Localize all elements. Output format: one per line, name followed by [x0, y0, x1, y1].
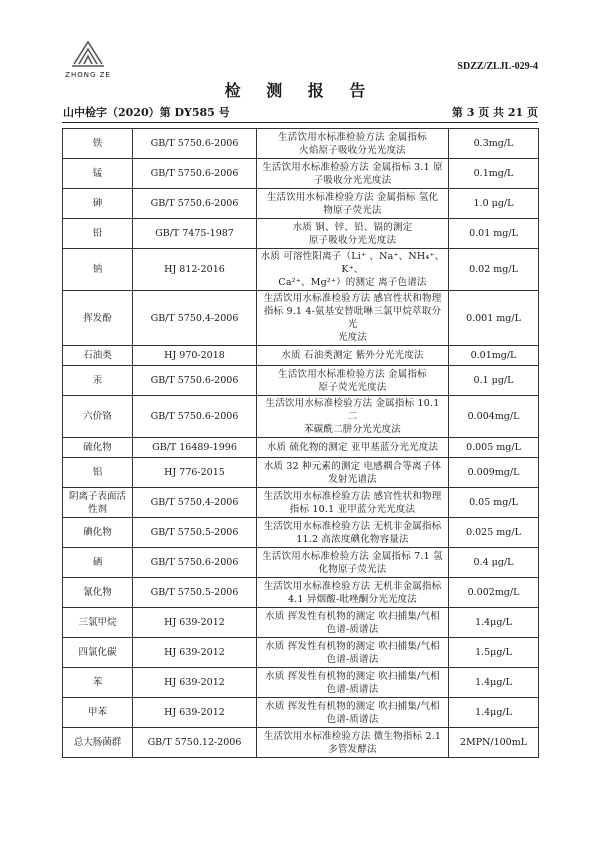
table-row	[63, 488, 539, 518]
standard-cell: GB/T 5750.6-2006	[133, 396, 257, 438]
table-row	[63, 728, 539, 758]
method-line: 水质 挥发性有机物的测定 吹扫捕集/气相	[265, 700, 440, 712]
test-item-cell: 四氯化碳	[63, 638, 133, 668]
standard-cell: GB/T 5750.12-2006	[133, 728, 257, 758]
method-cell	[257, 189, 449, 219]
method-line: 生活饮用水标准检验方法 金属指标 10.1 二	[265, 398, 440, 422]
method-cell	[257, 668, 449, 698]
method-line: 生活饮用水标准检验方法 金属指标 氢化	[266, 191, 439, 203]
test-item-cell: 汞	[63, 366, 133, 396]
method-cell	[257, 438, 449, 458]
detection-limit-cell: 0.025 mg/L	[449, 518, 539, 548]
method-line: 水质 挥发性有机物的测定 吹扫捕集/气相	[265, 670, 440, 682]
detection-limit-cell: 1.0 μg/L	[449, 189, 539, 219]
method-line: Ca²⁺、Mg²⁺）的测定 离子色谱法	[278, 277, 427, 288]
test-item-cell: 石油类	[63, 346, 133, 366]
method-cell	[257, 366, 449, 396]
document-code: SDZZ/ZLJL-029-4	[457, 61, 538, 72]
standard-cell: GB/T 7475-1987	[133, 219, 257, 249]
test-item-cell: 铅	[63, 219, 133, 249]
method-line: 化物原子荧光法	[318, 563, 387, 575]
report-number: 山中检字（2020）第 DY585 号	[63, 106, 230, 119]
method-cell	[257, 608, 449, 638]
table-row	[63, 291, 539, 346]
test-item-cell: 甲苯	[63, 698, 133, 728]
detection-limit-cell: 0.01 mg/L	[449, 219, 539, 249]
detection-limit-cell: 1.4μg/L	[449, 608, 539, 638]
detection-limit-cell: 0.3mg/L	[449, 129, 539, 159]
method-line: 色谱-质谱法	[326, 683, 379, 695]
detection-limit-cell: 0.001 mg/L	[449, 291, 539, 346]
method-cell	[257, 249, 449, 291]
method-line: 多管发酵法	[328, 743, 377, 755]
detection-limit-cell: 2MPN/100mL	[449, 728, 539, 758]
standard-cell: GB/T 5750.6-2006	[133, 159, 257, 189]
table-row	[63, 249, 539, 291]
method-line: 色谱-质谱法	[326, 623, 379, 635]
standard-cell: HJ 970-2018	[133, 346, 257, 366]
method-line: 生活饮用水标准检验方法 金属指标 7.1 氢	[262, 550, 443, 562]
table-row	[63, 396, 539, 438]
test-item-cell: 三氯甲烷	[63, 608, 133, 638]
method-line: 发射光谱法	[328, 473, 377, 485]
detection-limit-cell: 0.009mg/L	[449, 458, 539, 488]
test-item-cell: 氰化物	[63, 578, 133, 608]
standard-cell: GB/T 5750.6-2006	[133, 548, 257, 578]
method-line: 指标 9.1 4-氨基安替吡啉三氯甲烷萃取分光	[263, 306, 442, 330]
detection-limit-cell: 0.002mg/L	[449, 578, 539, 608]
detection-limit-cell: 1.4μg/L	[449, 698, 539, 728]
table-row	[63, 518, 539, 548]
company-logo-icon	[68, 36, 108, 70]
method-cell	[257, 458, 449, 488]
table-row	[63, 698, 539, 728]
method-line: 生活饮用水标准检验方法 感官性状和物理	[263, 490, 442, 502]
standard-cell: GB/T 5750.6-2006	[133, 189, 257, 219]
method-line: 水质 铜、锌、铅、镉的测定	[292, 221, 413, 233]
standard-cell: HJ 812-2016	[133, 249, 257, 291]
method-cell	[257, 578, 449, 608]
method-line: 生活饮用水标准检验方法 感官性状和物理	[263, 293, 442, 304]
method-line: 物原子荧光法	[323, 204, 382, 216]
table-row	[63, 548, 539, 578]
method-cell	[257, 638, 449, 668]
results-table-body	[63, 129, 539, 758]
standard-cell: HJ 639-2012	[133, 638, 257, 668]
standard-cell: HJ 639-2012	[133, 608, 257, 638]
test-item-cell: 挥发酚	[63, 291, 133, 346]
test-item-cell: 硫化物	[63, 438, 133, 458]
method-cell	[257, 219, 449, 249]
method-cell	[257, 291, 449, 346]
test-item-cell: 砷	[63, 189, 133, 219]
detection-limit-cell: 1.5μg/L	[449, 638, 539, 668]
standard-cell: HJ 776-2015	[133, 458, 257, 488]
method-line: 水质 挥发性有机物的测定 吹扫捕集/气相	[265, 640, 440, 652]
logo-text: ZHONG ZE	[65, 71, 111, 79]
table-row	[63, 159, 539, 189]
detection-limit-cell: 0.02 mg/L	[449, 249, 539, 291]
test-item-cell: 锰	[63, 159, 133, 189]
method-line: 水质 可溶性阳离子（Li⁺ 、Na⁺、NH₄⁺、K⁺、	[260, 251, 445, 275]
test-item-cell: 铁	[63, 129, 133, 159]
detection-limit-cell: 0.4 μg/L	[449, 548, 539, 578]
standard-cell: GB/T 16489-1996	[133, 438, 257, 458]
table-row	[63, 366, 539, 396]
method-line: 光度法	[337, 332, 368, 343]
page-title: 检 测 报 告	[224, 81, 376, 100]
method-cell	[257, 728, 449, 758]
method-cell	[257, 129, 449, 159]
method-line: 水质 硫化物的测定 亚甲基蓝分光光度法	[266, 442, 439, 453]
detection-limit-cell: 0.05 mg/L	[449, 488, 539, 518]
method-line: 水质 挥发性有机物的测定 吹扫捕集/气相	[265, 610, 440, 622]
standard-cell: HJ 639-2012	[133, 668, 257, 698]
header-divider	[62, 122, 538, 123]
standard-cell: HJ 639-2012	[133, 698, 257, 728]
standard-cell: GB/T 5750.4-2006	[133, 291, 257, 346]
method-line: 火焰原子吸收分光光度法	[299, 144, 406, 156]
table-row	[63, 578, 539, 608]
standard-cell: GB/T 5750.4-2006	[133, 488, 257, 518]
detection-limit-cell: 0.01mg/L	[449, 346, 539, 366]
page-info: 第 3 页 共 21 页	[451, 106, 538, 119]
detection-limit-cell: 0.1mg/L	[449, 159, 539, 189]
test-item-cell: 苯	[63, 668, 133, 698]
method-line: 水质 石油类测定 紫外分光光度法	[281, 350, 424, 361]
method-line: 生活饮用水标准检验方法 无机非金属指标	[263, 580, 442, 592]
method-line: 水质 32 种元素的测定 电感耦合等离子体	[263, 460, 442, 472]
test-item-cell: 六价铬	[63, 396, 133, 438]
method-cell	[257, 488, 449, 518]
method-line: 生活饮用水标准检验方法 金属指标	[278, 131, 427, 143]
method-line: 生活饮用水标准检验方法 金属指标 3.1 原	[262, 161, 443, 173]
method-line: 11.2 高浓度碘化物容量法	[296, 533, 409, 545]
table-row	[63, 346, 539, 366]
table-row	[63, 608, 539, 638]
table-row	[63, 668, 539, 698]
standard-cell: GB/T 5750.6-2006	[133, 129, 257, 159]
test-item-cell: 碘化物	[63, 518, 133, 548]
method-line: 原子吸收分光光度法	[308, 234, 397, 246]
method-cell	[257, 346, 449, 366]
method-cell	[257, 159, 449, 189]
method-line: 生活饮用水标准检验方法 无机非金属指标	[263, 520, 442, 532]
detection-limit-cell: 0.005 mg/L	[449, 438, 539, 458]
standard-cell: GB/T 5750.5-2006	[133, 518, 257, 548]
table-row	[63, 219, 539, 249]
results-table	[62, 128, 539, 758]
method-line: 色谱-质谱法	[326, 713, 379, 725]
table-row	[63, 189, 539, 219]
table-row	[63, 638, 539, 668]
method-cell	[257, 698, 449, 728]
method-line: 生活饮用水标准检验方法 微生物指标 2.1	[263, 730, 442, 742]
standard-cell: GB/T 5750.6-2006	[133, 366, 257, 396]
test-item-cell: 铝	[63, 458, 133, 488]
method-cell	[257, 396, 449, 438]
method-line: 指标 10.1 亚甲蓝分光光度法	[289, 503, 416, 515]
method-line: 色谱-质谱法	[326, 653, 379, 665]
table-row	[63, 458, 539, 488]
standard-cell: GB/T 5750.5-2006	[133, 578, 257, 608]
method-cell	[257, 548, 449, 578]
method-line: 原子荧光光度法	[318, 381, 387, 393]
method-line: 苯碳酰二肼分光光度法	[303, 424, 401, 435]
detection-limit-cell: 0.004mg/L	[449, 396, 539, 438]
detection-limit-cell: 1.4μg/L	[449, 668, 539, 698]
table-row	[63, 438, 539, 458]
test-item-cell: 钠	[63, 249, 133, 291]
table-row	[63, 129, 539, 159]
method-line: 子吸收分光光度法	[313, 174, 392, 186]
test-item-cell: 阴离子表面活性剂	[63, 488, 133, 518]
detection-limit-cell: 0.1 μg/L	[449, 366, 539, 396]
test-item-cell: 总大肠菌群	[63, 728, 133, 758]
method-cell	[257, 518, 449, 548]
test-item-cell: 硒	[63, 548, 133, 578]
method-line: 4.1 异烟酸-吡唑酮分光光度法	[287, 593, 418, 605]
method-line: 生活饮用水标准检验方法 金属指标	[278, 368, 427, 380]
